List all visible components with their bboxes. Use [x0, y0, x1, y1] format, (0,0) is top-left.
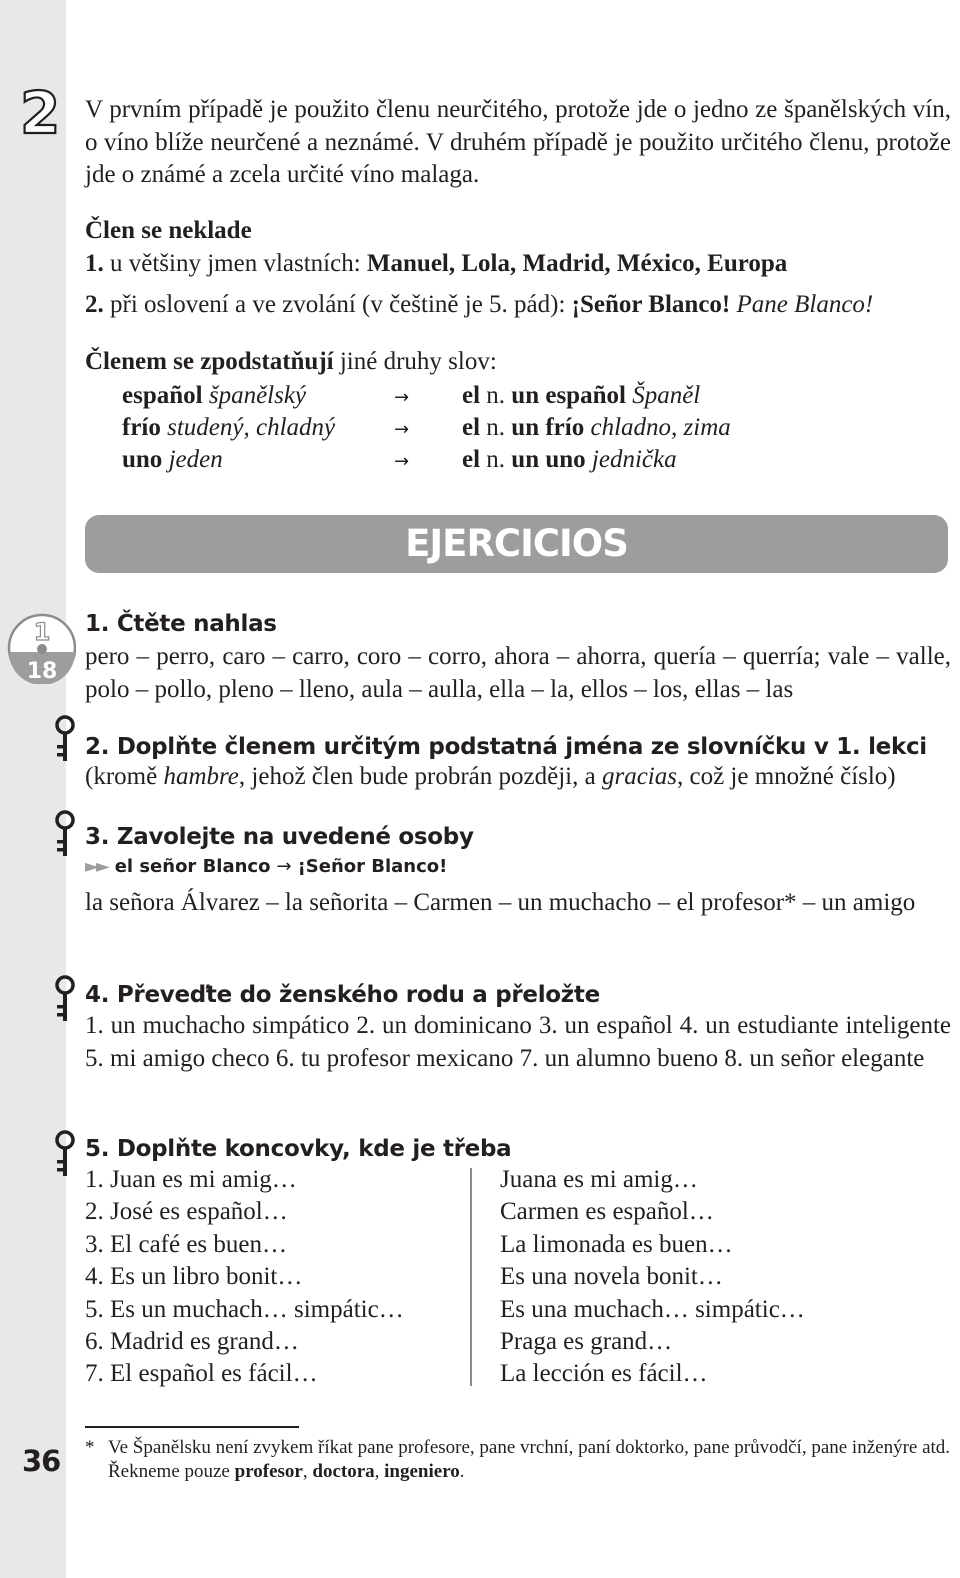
- list-item: La limonada es buen…: [500, 1230, 733, 1258]
- rule-item-number: 1.: [85, 250, 104, 277]
- example-marker-icon: ►►: [85, 856, 107, 877]
- source-translation: španělský: [202, 382, 307, 409]
- list-item: 6. Madrid es grand…: [85, 1328, 299, 1356]
- source-word: español: [122, 382, 203, 409]
- cd-track-number: 18: [26, 659, 58, 684]
- cd-disc-number: 1: [33, 618, 51, 646]
- arrow-icon: →: [276, 856, 292, 877]
- footnote-term: profesor: [234, 1461, 303, 1482]
- rule-title-bold: Členem se zpodstatňují: [85, 348, 334, 375]
- noun-translation: Španěl: [625, 382, 701, 409]
- rule-item-text: u většiny jmen vlastních:: [103, 250, 367, 277]
- source-word: frío: [122, 414, 161, 441]
- source-translation: studený, chladný: [160, 414, 336, 441]
- example-to: ¡Señor Blanco!: [297, 856, 448, 877]
- footnote-text: [108, 1436, 951, 1484]
- noun-form: un español: [511, 382, 626, 409]
- exercise-3-text: la señora Álvarez – la señorita – Carmen – un muchacho – el profesor* – un amigo: [85, 889, 916, 916]
- audio-cd-track-icon: [6, 612, 76, 684]
- list-item: 7. El español es fácil…: [85, 1360, 318, 1388]
- rule-item-address: [85, 291, 873, 319]
- exercise-2-title: 2. Doplňte členem určitým podstatná jména ze slovníčku v 1. lekci: [85, 734, 927, 760]
- intro-paragraph: V prvním případě je použito členu neurčitého, protože jde o jedno ze španělských vín, o víno blíže neurčené a neznámé. V druhém případě je použito určitého členu, protože jde o známé a zcela určité víno malaga.: [85, 96, 951, 188]
- rule-item-translation: Pane Blanco!: [730, 291, 874, 318]
- noun-form: un frío: [511, 414, 585, 441]
- exercise-1-title: 1. Čtěte nahlas: [85, 611, 277, 637]
- key-icon: [54, 810, 76, 858]
- footnote-marker: *: [85, 1437, 95, 1458]
- list-item: 3. El café es buen…: [85, 1230, 288, 1258]
- example-from: el señor Blanco: [114, 856, 271, 877]
- rule-item-text: při oslovení a ve zvolání (v češtině je 5. pád):: [103, 291, 572, 318]
- list-item: 2. José es español…: [85, 1198, 288, 1226]
- list-item: Es una muchach… simpátic…: [500, 1295, 805, 1323]
- footnote-separator: ,: [302, 1461, 313, 1482]
- noun-translation: jednička: [585, 446, 677, 473]
- list-item: Es una novela bonit…: [500, 1263, 723, 1291]
- list-item: 1. Juan es mi amig…: [85, 1166, 297, 1193]
- rule-item-proper-names: [85, 250, 787, 278]
- exercise-3-title: 3. Zavolejte na uvedené osoby: [85, 824, 474, 850]
- list-item: La lección es fácil…: [500, 1360, 708, 1388]
- rule-title-nominalization: [85, 348, 497, 376]
- noun-translation: chladno, zima: [584, 414, 731, 441]
- footnote-term: ingeniero: [384, 1461, 460, 1482]
- article: el: [462, 382, 481, 409]
- list-item: Carmen es español…: [500, 1198, 714, 1226]
- footnote-body: Ve Španělsku není zvykem říkat pane profesore, pane vrchní, paní doktorko, pane průvodčí, pane inženýre atd. Řekneme pouze: [108, 1437, 951, 1482]
- exercise-3-example: [85, 856, 447, 877]
- exercise-2-text-c: , což je množné číslo): [676, 763, 896, 790]
- list-item: Juana es mi amig…: [500, 1166, 698, 1193]
- rule-item-examples: Manuel, Lola, Madrid, México, Europa: [366, 250, 788, 277]
- exercises-header-bar: [85, 515, 948, 573]
- list-item: 4. Es un libro bonit…: [85, 1263, 303, 1291]
- key-icon: [54, 975, 76, 1023]
- exercise-2-text: [85, 763, 896, 791]
- exercise-5-left-column: [85, 1164, 404, 1391]
- arrow-icon: →: [394, 387, 410, 408]
- exercise-1-text: pero – perro, caro – carro, coro – corro, ahora – ahorra, quería – querría; vale – valle, polo – pollo, pleno – lleno, aula – aulla, ella – la, ellos – los, ellas – las: [85, 643, 951, 703]
- exercise-5-right-column: [500, 1164, 805, 1391]
- exercise-2-text-b: , jehož člen bude probrán později, a: [238, 763, 602, 790]
- noun-form: un uno: [511, 446, 586, 473]
- article: el: [462, 414, 481, 441]
- page-margin-band: [0, 0, 66, 1578]
- source-translation: jeden: [162, 446, 223, 473]
- gender-mark: n.: [480, 414, 512, 441]
- exercise-2-word-hambre: hambre: [163, 763, 239, 790]
- footnote-term: doctora: [312, 1461, 375, 1482]
- exercise-5-title: 5. Doplňte koncovky, kde je třeba: [85, 1136, 512, 1162]
- article: el: [462, 446, 481, 473]
- arrow-icon: →: [394, 451, 410, 472]
- list-item: Praga es grand…: [500, 1328, 673, 1356]
- footnote-end: .: [459, 1461, 465, 1482]
- source-word: uno: [122, 446, 163, 473]
- exercise-2-word-gracias: gracias: [601, 763, 677, 790]
- exercise-2-text-a: (kromě: [85, 763, 164, 790]
- footnote-divider: [85, 1426, 299, 1428]
- column-divider: [470, 1168, 472, 1386]
- gender-mark: n.: [480, 382, 512, 409]
- rule-item-example: ¡Señor Blanco!: [571, 291, 731, 318]
- key-icon: [54, 1130, 76, 1178]
- exercises-header-label: EJERCICIOS: [405, 522, 628, 565]
- exercise-4-title: 4. Převeďte do ženského rodu a přeložte: [85, 982, 600, 1008]
- list-item: 5. Es un muchach… simpátic…: [85, 1295, 404, 1323]
- exercise-4-text: 1. un muchacho simpático 2. un dominicano 3. un español 4. un estudiante inteligente 5. mi amigo checo 6. tu profesor mexicano 7. un alumno bueno 8. un señor elegante: [85, 1012, 951, 1072]
- rule-title-rest: jiné druhy slov:: [333, 348, 497, 375]
- footnote-separator: ,: [374, 1461, 385, 1482]
- arrow-icon: →: [394, 419, 410, 440]
- rule-title-no-article: Člen se neklade: [85, 217, 252, 244]
- key-icon: [54, 715, 76, 763]
- rule-item-number: 2.: [85, 291, 104, 318]
- chapter-number: 2: [20, 79, 61, 147]
- page-number: 36: [22, 1444, 61, 1478]
- gender-mark: n.: [480, 446, 512, 473]
